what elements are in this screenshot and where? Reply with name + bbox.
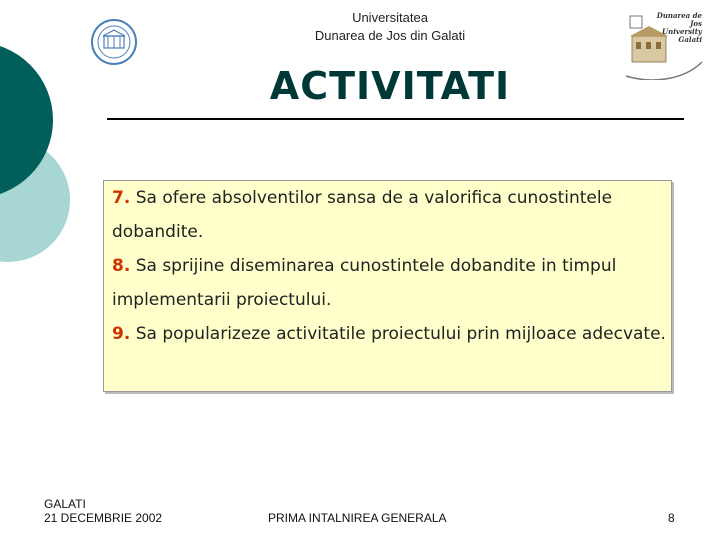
activity-list xyxy=(112,181,668,351)
content-box xyxy=(103,180,672,392)
list-item xyxy=(112,181,668,249)
university-name xyxy=(250,9,530,45)
decorative-circles xyxy=(0,0,80,300)
footer-place: GALATI xyxy=(44,497,86,511)
footer-event: PRIMA INTALNIREA GENERALA xyxy=(268,511,447,525)
item-number: 7. xyxy=(112,188,131,208)
slide-title: ACTIVITATI xyxy=(269,64,511,108)
item-text: Sa sprijine diseminarea cunostintele dobandite in timpul implementarii proiectului. xyxy=(112,256,617,310)
item-text: Sa ofere absolventilor sansa de a valorifica cunostintele dobandite. xyxy=(112,188,613,242)
page-number: 8 xyxy=(668,511,675,525)
university-line2: Dunarea de Jos din Galati xyxy=(314,28,466,43)
logo-text-line1: Dunarea de Jos xyxy=(656,11,702,28)
university-building-logo xyxy=(622,10,704,80)
logo-text-line2: University xyxy=(662,27,702,36)
footer-date: 21 DECEMBRIE 2002 xyxy=(44,511,163,525)
list-item xyxy=(112,249,668,317)
university-seal-logo xyxy=(90,18,138,66)
list-item xyxy=(112,317,668,351)
title-divider xyxy=(107,118,684,120)
university-line1: Universitatea xyxy=(352,10,428,25)
logo-text-line3: Galati xyxy=(678,35,702,44)
item-number: 9. xyxy=(112,324,131,344)
item-number: 8. xyxy=(112,256,131,276)
footer-place-date xyxy=(44,497,162,525)
item-text: Sa popularizeze activitatile proiectului prin mijloace adecvate. xyxy=(135,324,666,344)
